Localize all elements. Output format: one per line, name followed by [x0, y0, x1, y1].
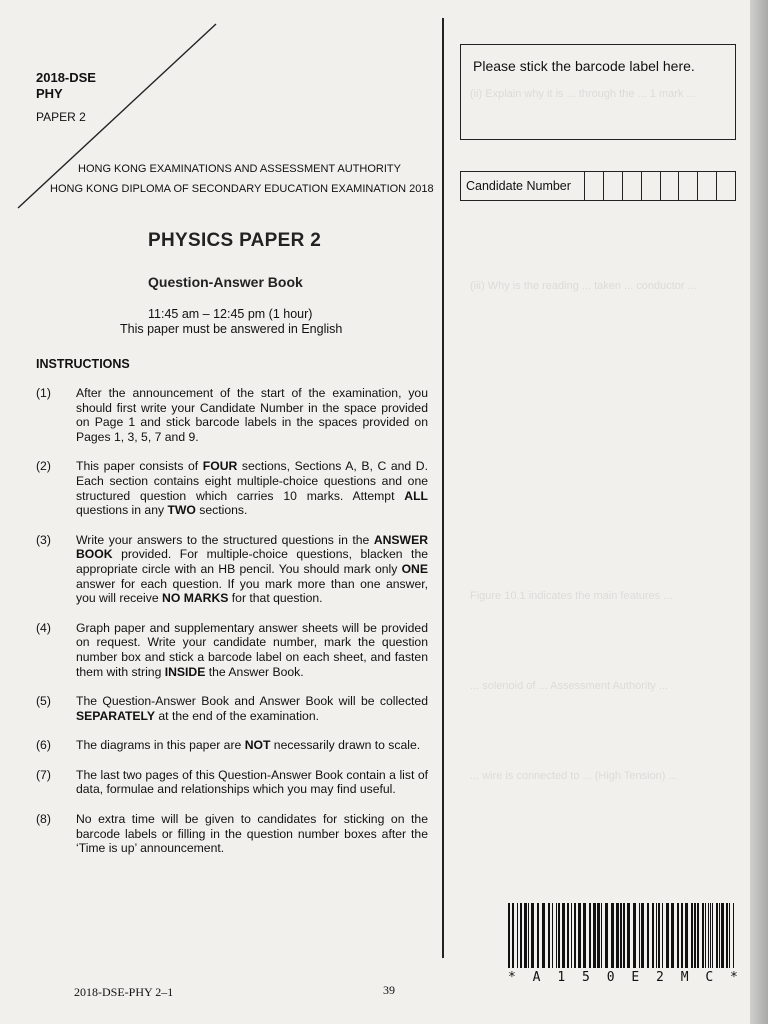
barcode-label-box[interactable] — [460, 44, 736, 140]
instruction-number: (3) — [36, 532, 51, 547]
exam-code: 2018-DSE — [36, 70, 96, 85]
barcode-char: * — [730, 970, 738, 985]
instruction-item — [36, 533, 428, 606]
paper-code-block — [36, 70, 96, 124]
exam-time: 11:45 am – 12:45 pm (1 hour) — [148, 307, 313, 321]
instruction-text: The last two pages of this Question-Answer Book contain a list of data, formulae and relationships which you may find useful. — [76, 767, 428, 797]
candidate-digit-cell[interactable] — [604, 172, 623, 200]
candidate-digit-cell[interactable] — [698, 172, 717, 200]
next-page-edge — [750, 0, 768, 1024]
page-divider — [442, 18, 444, 958]
exam-page: 2018-DSE PHY PAPER 2 HONG KONG EXAMINATIONS AND ASSESSMENT AUTHORITY HONG KONG DIPLOMA OF SECONDARY EDUCATION EXAMINATION 2018 PHYSICS PAPER 2 Question-Answer Book 11:45 am – 12:45 pm (1 hour) This paper must be answered in English INSTRUCTIONS (1) After the announcement of the start of the examination, you should first write your Candidate Number in the space provided on Page 1 and stick barcode labels in the spaces provided on Pages 1, 3, 5, 7 and 9. (2) This paper consists of FOUR sections, Sections A, B, C and D. Each section contains eight multiple-choice questions and one structured question which carries 10 marks. Attempt ALL questions in any TWO sections. (3) Write your answers to the structured questions in the ANSWER BOOK provided. For multiple-choice questions, blacken the appropriate circle with an HB pencil. You should mark only ONE answer for each question. If you mark more than one answer, you will receive NO MARKS for that question. (4) Graph paper and supplementary answer sheets will be provided on request. Write your candidate number, mark the question number box and stick a barcode label on each sheet, and fasten them with string INSIDE the Answer Book. (5) The Question-Answer Book and Answer Book will be collected SEPARATELY at the end of the examination. (6) The diagrams in this paper are NOT necessarily drawn to scale. (7) The last two pages of this Question-Answer Book contain a list of data, formulae and relationships which you may find useful. (8) No extra time will be given to candidates for sticking on the barcode labels or filling in the question number boxes after the ‘Time is up’ announcement. (ii) Explain why it is ... through the ... 1 mark ... (iii) Why is the reading ... taken ... conductor ... Figure 10.1 indicates the main features ... ... solenoid of ... Assessment Authority ... ... wire is connected to ... (High Tension) ... Please stick the barcode label here. Candidate Number * A 1 5 0 E 2 M C * 2018-DSE-PHY 2–1 39 — [0, 0, 750, 1024]
language-note: This paper must be answered in English — [120, 322, 343, 336]
barcode-icon — [508, 903, 738, 968]
barcode-char: A — [532, 970, 541, 985]
barcode-char: * — [508, 970, 516, 985]
barcode-char: M — [680, 970, 689, 985]
candidate-digit-cell[interactable] — [642, 172, 661, 200]
instruction-item — [36, 694, 428, 723]
instructions-heading: INSTRUCTIONS — [36, 357, 130, 371]
paper-title: PHYSICS PAPER 2 — [148, 230, 322, 251]
instruction-number: (1) — [36, 386, 51, 400]
subject-code: PHY — [36, 86, 63, 101]
instruction-text: Write your answers to the structured questions in the ANSWER BOOK provided. For multiple-choice questions, blacken the appropriate circle with an HB pencil. You should mark only ONE answer for each question. If you mark more than one answer, you will receive NO MARKS for that question. — [76, 532, 428, 606]
candidate-number-cells — [585, 172, 735, 200]
candidate-digit-cell[interactable] — [585, 172, 604, 200]
candidate-number-box — [460, 171, 736, 201]
barcode-char: 1 — [557, 970, 566, 985]
instruction-text: The diagrams in this paper are NOT necessarily drawn to scale. — [76, 738, 421, 753]
instruction-text: The Question-Answer Book and Answer Book will be collected SEPARATELY at the end of the examination. — [76, 694, 428, 723]
paper-label: PAPER 2 — [36, 110, 86, 124]
barcode-char: C — [705, 970, 714, 985]
instruction-number: (8) — [36, 812, 51, 827]
instructions-list — [36, 386, 428, 871]
instruction-text: No extra time will be given to candidates for sticking on the barcode labels or filling in the question number boxes after the ‘Time is up’ announcement. — [76, 812, 428, 856]
candidate-digit-cell[interactable] — [623, 172, 642, 200]
instruction-text: This paper consists of FOUR sections, Sections A, B, C and D. Each section contains eight multiple-choice questions and one structured question which carries 10 marks. Attempt ALL questions in any TWO sections. — [76, 459, 428, 518]
instruction-number: (7) — [36, 767, 51, 782]
instruction-number: (4) — [36, 620, 51, 635]
instruction-item — [36, 621, 428, 679]
diagonal-line — [0, 0, 450, 260]
candidate-digit-cell[interactable] — [717, 172, 735, 200]
instruction-item — [36, 812, 428, 856]
instruction-number: (6) — [36, 738, 51, 753]
barcode-char: E — [631, 970, 640, 985]
barcode-text — [508, 970, 738, 985]
instruction-item — [36, 768, 428, 797]
barcode-char: 5 — [582, 970, 590, 985]
instruction-item — [36, 386, 428, 444]
barcode-char: 2 — [656, 970, 664, 985]
page-number: 39 — [383, 983, 395, 997]
footer-paper-code: 2018-DSE-PHY 2–1 — [74, 985, 174, 999]
barcode-char: 0 — [606, 970, 615, 985]
instruction-text: After the announcement of the start of the examination, you should first write your Candidate Number in the space provided on Page 1 and stick barcode labels in the spaces provided on Pages 1, 3, 5, 7 and 9. — [76, 386, 428, 444]
instruction-number: (2) — [36, 459, 51, 474]
instruction-item — [36, 738, 428, 753]
instruction-item — [36, 459, 428, 517]
diploma-name: HONG KONG DIPLOMA OF SECONDARY EDUCATION EXAMINATION 2018 — [50, 183, 434, 195]
instruction-text: Graph paper and supplementary answer sheets will be provided on request. Write your candidate number, mark the question number box and stick a barcode label on each sheet, and fasten them with string INSIDE the Answer Book. — [76, 620, 428, 679]
candidate-digit-cell[interactable] — [679, 172, 698, 200]
instruction-number: (5) — [36, 694, 51, 709]
barcode-box-label: Please stick the barcode label here. — [473, 58, 695, 74]
authority-name: HONG KONG EXAMINATIONS AND ASSESSMENT AUTHORITY — [78, 163, 401, 175]
candidate-digit-cell[interactable] — [661, 172, 680, 200]
book-subtitle: Question-Answer Book — [148, 274, 303, 290]
candidate-number-label: Candidate Number — [461, 172, 585, 200]
